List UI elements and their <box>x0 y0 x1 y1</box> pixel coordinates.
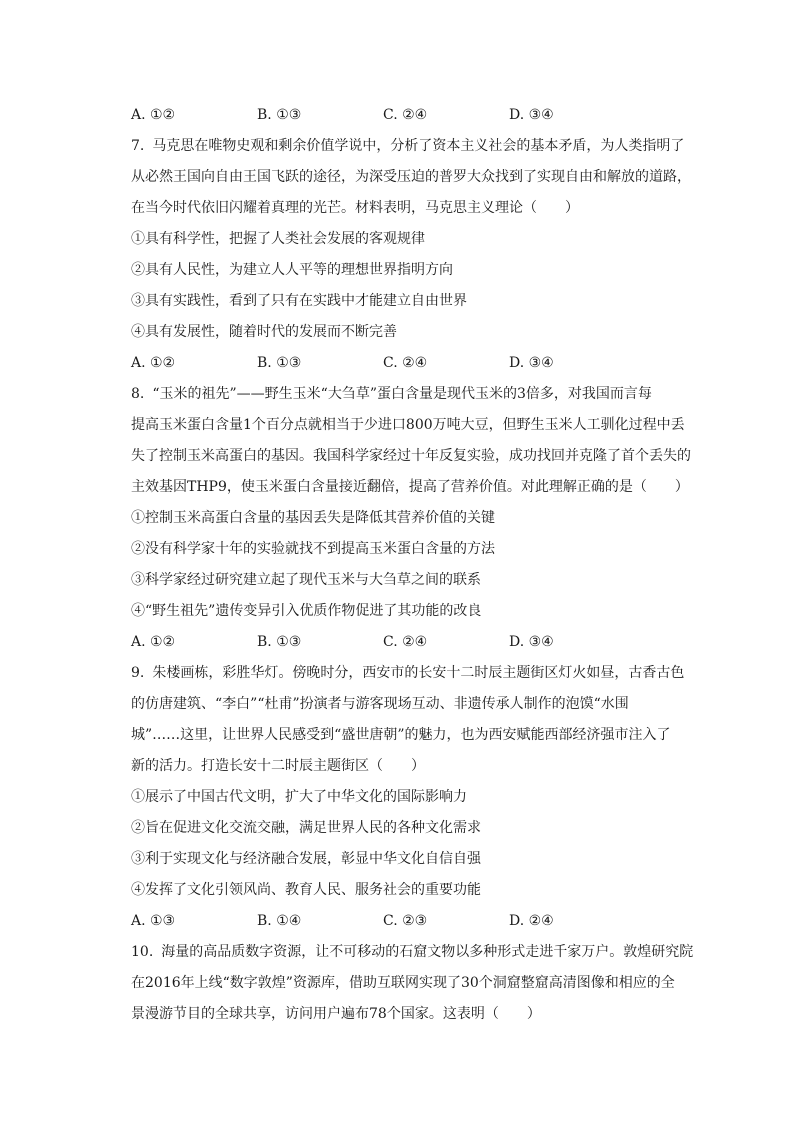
question-9 <box>131 658 697 937</box>
question-number: 10. <box>131 944 154 960</box>
question-stem-line: 景漫游节目的全球共享，访问用户遍布78个国家。这表明（ ） <box>131 1006 541 1022</box>
question-number: 9. <box>131 665 145 681</box>
option-c: C. ②③ <box>383 913 428 929</box>
statement: ①控制玉米高蛋白含量的基因丢失是降低其营养价值的关键 <box>131 510 495 526</box>
question-number: 8. <box>131 386 145 402</box>
question-options <box>131 348 697 379</box>
question-stem-line <box>131 937 697 968</box>
question-stem-line <box>131 658 697 689</box>
question-stem-line: 从必然王国向自由王国飞跃的途径，为深受压迫的普罗大众找到了实现自由和解放的道路， <box>131 169 691 185</box>
option-b: B. ①③ <box>257 355 302 371</box>
option-a: A. ①② <box>131 355 176 371</box>
option-b: B. ①④ <box>257 913 302 929</box>
option-a: A. ①② <box>131 107 176 123</box>
stem-text: 马克思在唯物史观和剩余价值学说中，分析了资本主义社会的基本矛盾，为人类指明了 <box>152 138 685 154</box>
option-d: D. ②④ <box>509 913 554 929</box>
question-stem-line: 新的活力。打造长安十二时辰主题街区（ ） <box>131 758 425 774</box>
question-stem-line <box>131 131 697 162</box>
statement: ④“野生祖先”遗传变异引入优质作物促进了其功能的改良 <box>131 603 482 619</box>
option-c: C. ②④ <box>383 634 428 650</box>
statement: ③科学家经过研究建立起了现代玉米与大刍草之间的联系 <box>131 572 481 588</box>
question-stem-line <box>131 379 697 410</box>
statement: ②旨在促进文化交流交融，满足世界人民的各种文化需求 <box>131 820 481 836</box>
stem-text: 海量的高品质数字资源，让不可移动的石窟文物以多种形式走进千家万户。敦煌研究院 <box>161 944 694 960</box>
statement: ③具有实践性，看到了只有在实践中才能建立自由世界 <box>131 293 467 309</box>
option-d: D. ③④ <box>509 634 554 650</box>
option-b: B. ①③ <box>257 634 302 650</box>
stem-text: “玉米的祖先”——野生玉米“大刍草”蛋白含量是现代玉米的3倍多，对我国而言每 <box>152 386 652 402</box>
question-stem-line: 在当今时代依旧闪耀着真理的光芒。材料表明，马克思主义理论（ ） <box>131 200 579 216</box>
question-stem-line: 的仿唐建筑、“李白”“杜甫”扮演者与游客现场互动、非遗传承人制作的泡馍“水围 <box>131 696 629 712</box>
statement: ③利于实现文化与经济融合发展，彰显中华文化自信自强 <box>131 851 481 867</box>
statement: ④发挥了文化引领风尚、教育人民、服务社会的重要功能 <box>131 882 481 898</box>
option-d: D. ③④ <box>509 107 554 123</box>
question-stem-line: 主效基因THP9，使玉米蛋白含量接近翻倍，提高了营养价值。对此理解正确的是（ ） <box>131 479 689 495</box>
option-d: D. ③④ <box>509 355 554 371</box>
option-c: C. ②④ <box>383 107 428 123</box>
option-c: C. ②④ <box>383 355 428 371</box>
question-7 <box>131 131 697 379</box>
question-stem-line: 提高玉米蛋白含量1个百分点就相当于少进口800万吨大豆，但野生玉米人工驯化过程中丢 <box>131 417 685 433</box>
statement: ②没有科学家十年的实验就找不到提高玉米蛋白含量的方法 <box>131 541 495 557</box>
question-options <box>131 627 697 658</box>
statement: ②具有人民性，为建立人人平等的理想世界指明方向 <box>131 262 453 278</box>
page-content <box>131 100 697 1030</box>
question-stem-line: 失了控制玉米高蛋白的基因。我国科学家经过十年反复实验，成功找回并克隆了首个丢失的 <box>131 448 691 464</box>
option-a: A. ①③ <box>131 913 176 929</box>
question-stem-line: 城”……这里，让世界人民感受到“盛世唐朝”的魅力，也为西安赋能西部经济强市注入了 <box>131 727 671 743</box>
question-number: 7. <box>131 138 145 154</box>
question-options <box>131 906 697 937</box>
prev-question-options <box>131 100 697 131</box>
question-10 <box>131 937 697 1030</box>
statement: ①具有科学性，把握了人类社会发展的客观规律 <box>131 231 425 247</box>
question-8 <box>131 379 697 658</box>
option-b: B. ①③ <box>257 107 302 123</box>
statement: ④具有发展性，随着时代的发展而不断完善 <box>131 324 397 340</box>
statement: ①展示了中国古代文明，扩大了中华文化的国际影响力 <box>131 789 467 805</box>
question-stem-line: 在2016年上线“数字敦煌”资源库，借助互联网实现了30个洞窟整窟高清图像和相应的全 <box>131 975 675 991</box>
stem-text: 朱楼画栋，彩胜华灯。傍晚时分，西安市的长安十二时辰主题街区灯火如昼，古香古色 <box>152 665 685 681</box>
option-a: A. ①② <box>131 634 176 650</box>
